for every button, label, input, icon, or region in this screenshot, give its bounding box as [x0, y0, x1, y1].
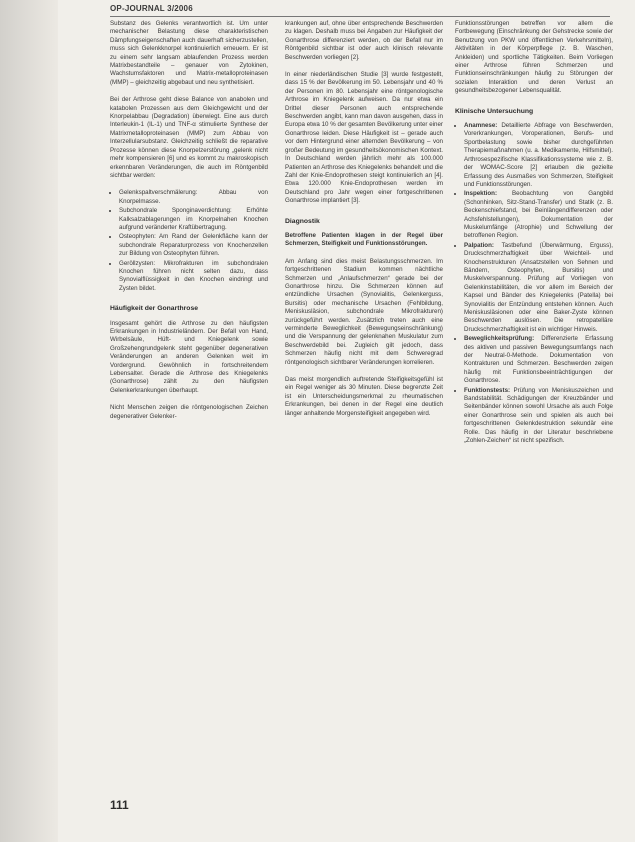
section-heading: Diagnostik	[285, 217, 320, 225]
bullet-list	[110, 189, 268, 293]
journal-header: OP-JOURNAL 3/2006	[110, 4, 193, 13]
scan-edge	[0, 0, 58, 842]
paragraph: Nicht Menschen zeigen die röntgenologischen Zeichen degenerativer Gelenker-	[110, 404, 268, 420]
item-term: Beweglichkeitsprüfung:	[464, 335, 535, 343]
item-term: Funktionstests:	[464, 386, 511, 394]
list-item	[464, 242, 613, 334]
lead-paragraph: Betroffene Patienten klagen in der Regel über Schmerzen, Steifigkeit und Funktionsstörungen.	[285, 231, 443, 248]
item-term: Palpation:	[464, 241, 494, 249]
paragraph: Funktionsstörungen betreffen vor allem die Fortbewegung (Einschränkung der Gehstrecke sowie der Benutzung von PKW und öffentlichen Verkehrsmitteln), Aktivitäten in der Körperpflege (z. B. Waschen, Ankleiden) und sportliche Tätigkeiten. Beim Vorliegen einer Arthrose führen Schmerzen und Funktionseinschränkungen häufig zu Störungen der sozialen Interaktion und deren Verlust an gesundheitsbezogener Lebensqualität.	[455, 20, 613, 95]
item-term: Anamnese:	[464, 122, 498, 130]
column-2	[285, 20, 443, 427]
paragraph: Insgesamt gehört die Arthrose zu den häufigsten Erkrankungen in Industrieländern. Der Befall von Hand, Wirbelsäule, Hüft- und Kniegelenk sowie Großzehengrundgelenk steht gegenüber degenerativen Veränderungen an anderen Gelenken weit im Vordergrund. Gewöhnlich in fortschreitendem Lebensalter. Gerade die Arthrose des Kniegelenks (Gonarthrose) zählt zu den häufigsten Gelenkerkrankungen überhaupt.	[110, 319, 268, 394]
paragraph: Substanz des Gelenks verantwortlich ist. Um unter mechanischer Belastung diese charakteristischen Dämpfungseigenschaften auch dauerhaft sicherzustellen, muss sich Gelenkknorpel kontinuierlich erneuern. Er ist zu einem sehr langsam ablaufenden Prozess werden Matrixbestandteile – genauer von Zytokinen, Wachstumsfaktoren und Matrix-metalloproteinasen (MMP) – gleichzeitig abgebaut und neu synthetisiert.	[110, 20, 268, 86]
page-number: 111	[110, 798, 129, 812]
list-item: • Osteophyten: Am Rand der Gelenkfläche kann der subchondrale Reparaturprozess von Knochenzellen zur Bildung von Osteophyten führen.	[119, 233, 268, 258]
paragraph: Bei der Arthrose geht diese Balance von anabolen und katabolen Prozessen aus dem Gleichgewicht und der Knorpelabbau (Degradation) überwiegt. Eine aus durch Interleukin-1 (IL-1) und TNF-α stimulierte Synthese der Matrixmetalloproteinasen (MMP) zum Abbau von Interzellularsubstanz. Gleichzeitig schließt die reparative Prozesse können diese Knorpelzerstörung „gelenk nicht mehr kompensieren [6] und es kommt zu makroskopisch erkennbaren Veränderungen, die auch im Röntgenbild sichtbar werden:	[110, 96, 268, 179]
list-item	[464, 190, 613, 240]
list-item	[464, 335, 613, 385]
section-heading: Häufigkeit der Gonarthrose	[110, 305, 198, 313]
item-text: Beobachtung von Gangbild (Schonhinken, Sitz-Stand-Transfer) und Statik (z. B. Beckenschiefstand, bei Beinlängendifferenzen oder Achsfehlstellungen), Dokumentation der Muskelumfänge (Atrophie) und Schwellung der betroffenen Region.	[464, 190, 613, 240]
paragraph: Das meist morgendlich auftretende Steifigkeitsgefühl ist ein Regel weniger als 30 Minuten. Diese begrenzte Zeit ist ein Unterscheidungsmerkmal zu rheumatischen Erkrankungen, bei denen in der Regel eine deutlich länger anhaltende Morgensteifigkeit angegeben wird.	[285, 376, 443, 417]
list-item	[464, 122, 613, 189]
section-heading: Klinische Untersuchung	[455, 107, 534, 115]
column-3	[455, 20, 613, 454]
bullet-list	[455, 122, 613, 445]
column-1	[110, 20, 268, 430]
item-text: Tastbefund (Überwärmung, Erguss), Druckschmerzhaftigkeit über Weichteil- und Knochenstrukturen (Ansatzstellen von Sehnen und Bändern, Osteophyten, Bursitis) und Muskelverspannung. Prüfung auf Vorliegen von Gelenkinstabilitäten, die vor allem im Bereich der Kapsel und Bänder des Kniegelenks (Patella) bei Synovialitis der Entzündung entstehen können. Auch Meniskusläsionen oder eine Baker-Zyste können Beschwerden auslösen. Die retropatelläre Druckschmerzhaftigkeit ist ein wichtiger Hinweis.	[464, 241, 613, 333]
list-item: • Geröllzysten: Mikrofrakturen im subchondralen Knochen führen nicht selten dazu, dass Synovialflüssigkeit in den Knochen eindringt und Zysten bildet.	[119, 260, 268, 294]
item-text: Differenzierte Erfassung des aktiven und passiven Bewegungsumfangs nach der Neutral-0-Methode. Dokumentation von Kontrakturen und Schmerzen. Beschwerden zeigen häufig mit Funktionsbeeinträchtigungen der Gonarthrose.	[464, 335, 613, 385]
list-item: • Gelenkspaltverschmälerung: Abbau von Knorpelmasse.	[119, 189, 268, 206]
paragraph: Am Anfang sind dies meist Belastungsschmerzen. Im fortgeschrittenen Stadium kommen nächtliche Schmerzen und „Anlaufschmerzen“ gerade bei der Gonarthrose hinzu. Die Schmerzen können auf entzündliche Ursachen (Synovialitis, Gelenkerguss, Bursitis) oder mechanische Ursachen (Fehlbildung, Meniskusläsion, subchondrale Mikrofrakturen) zurückgeführt werden. Zusätzlich treten auch eine verminderte Beweglichkeit (Bewegungseinschränkung) und die Verspannung der gelenknahen Muskulatur zum Beschwerdebild bei. Zugleich gilt jedoch, dass Schmerzen häufig nicht mit dem Schweregrad röntgenologisch sichtbarer Veränderungen korrelieren.	[285, 257, 443, 366]
list-item	[464, 387, 613, 446]
list-item: • Subchondrale Sponginaverdichtung: Erhöhte Kalksalzablagerungen im Knorpelnahen Knochen aufgrund veränderter Kraftübertragung.	[119, 207, 268, 232]
paragraph: krankungen auf, ohne über entsprechende Beschwerden zu klagen. Deshalb muss bei Angaben zur Häufigkeit der Gonarthrose differenziert werden, ob der Befall nur im Röntgenbild sichtbar ist oder auch klinisch relevante Beschwerden vorliegen [2].	[285, 20, 443, 61]
item-term: Inspektion:	[464, 190, 498, 198]
item-text: Detaillierte Abfrage von Beschwerden, Vorerkrankungen, Voroperationen, Berufs- und Sportbelastung sowie bisher durchgeführten Therapiemaßnahmen (u. a. Medikamente, Hilfsmittel). Arthrosespezifische Klassifikationssysteme wie z. B. der WOMAC-Score [2] erlauben die gezielte Erfassung des Ausmaßes von Schmerzen, Steifigkeit und Funktionsstörungen.	[464, 122, 613, 188]
header-rule	[110, 16, 610, 17]
item-text: Prüfung von Meniskuszeichen und Bandstabilität. Schädigungen der Kreuzbänder und Seitenbänder können sowohl Ursache als auch Folge einer Gonarthrose sein und spielen als auch bei fortgeschrittenen Gelenkdestruktion sekundär eine Rolle. Das häufig in der Literatur beschriebene „Zohlen-Zeichen“ ist nicht spezifisch.	[464, 386, 613, 445]
paragraph: In einer niederländischen Studie [3] wurde festgestellt, dass 15 % der Bevölkerung im 50. Lebensjahr und 40 % der Personen im 80. Lebensjahr eine röntgenologische Arthrose im Kniegelenk aufweisen. Da nur etwa ein Drittel dieser Personen auch entsprechende Beschwerden angibt, kann man davon ausgehen, dass in Europa etwa 10 % der gesamten Bevölkerung unter einer Gonarthrose leiden. Diese Häufigkeit ist – gerade auch vor dem Hintergrund einer alternden Bevölkerung – von großer Bedeutung im gesundheitsökonomischen Kontext. In Deutschland werden jährlich mehr als 100.000 Patienten an Arthrose des Kniegelenks behandelt und die Zahl der Knie-Endoprothesen steigt kontinuierlich an [4]. Etwa 120.000 Knie-Endoprothesen werden im Deutschland pro Jahr wegen einer fortgeschrittenen Gonarthrose implantiert [3].	[285, 71, 443, 205]
